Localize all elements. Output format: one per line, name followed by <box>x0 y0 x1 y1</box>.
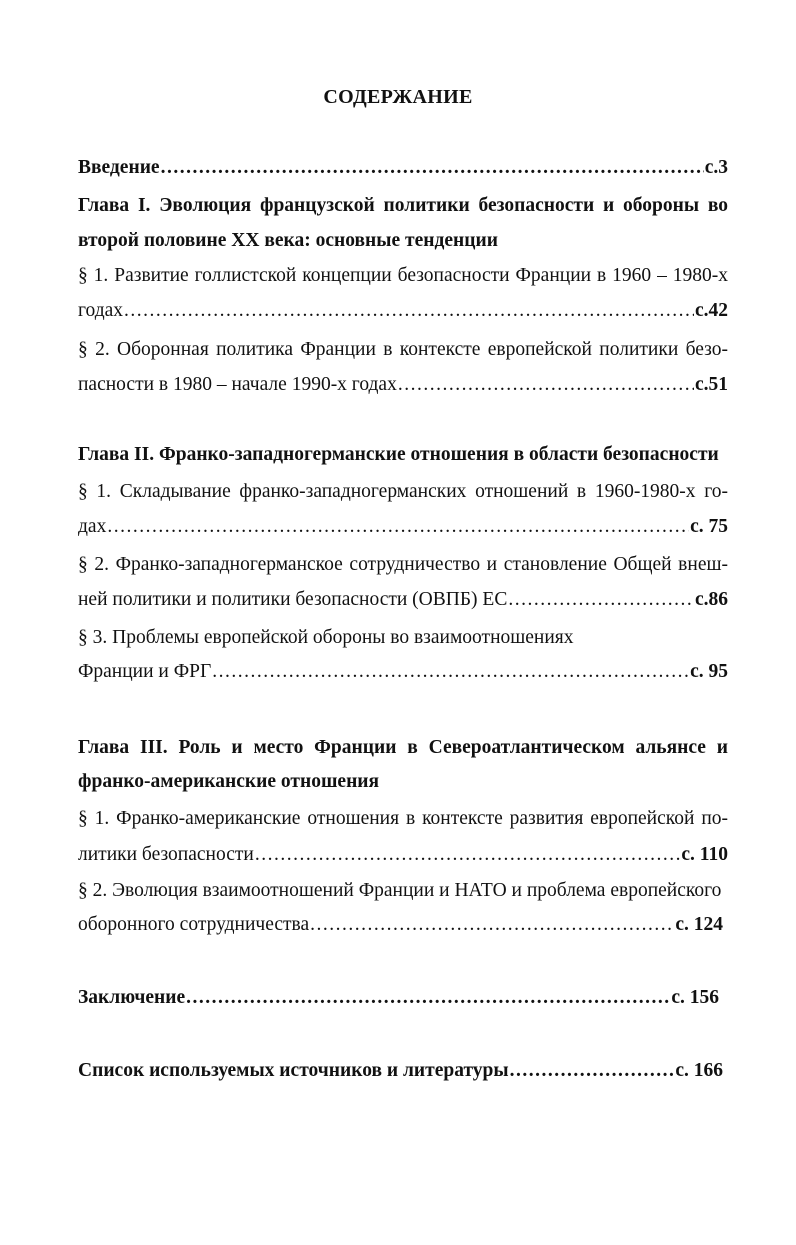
leader-dots <box>124 299 694 323</box>
ch2-section-1-line-1: § 1. Складывание франко-западногерманских отношений в 1960-1980-х го- <box>78 481 728 502</box>
leader-dots <box>161 156 704 180</box>
leader-dots <box>255 843 681 867</box>
conclusion-label: Заключение <box>78 987 186 1008</box>
ch1-section-2-entry <box>78 373 728 397</box>
ch2-section-2-line-1: § 2. Франко-западногерманское сотрудничество и становление Общей внеш- <box>78 554 728 575</box>
leader-dots <box>107 515 689 539</box>
ch2-section-3-entry <box>78 660 728 684</box>
ch2-section-3-page: с. 95 <box>690 661 728 682</box>
ch1-section-1-line-1: § 1. Развитие голлистской концепции безопасности Франции в 1960 – 1980-х <box>78 265 728 286</box>
intro-page: с.3 <box>704 157 728 178</box>
ch1-section-1-page: с.42 <box>694 300 728 321</box>
sources-label: Список используемых источников и литературы <box>78 1060 509 1081</box>
chapter-1-title-line-2: второй половине XX века: основные тенденции <box>78 230 498 251</box>
intro-label: Введение <box>78 157 160 178</box>
ch2-section-2-line-2: ней политики и политики безопасности (ОВПБ) ЕС <box>78 589 508 610</box>
ch1-section-2-page: с.51 <box>694 374 728 395</box>
ch1-section-1-entry <box>78 299 728 323</box>
leader-dots <box>398 373 694 397</box>
ch3-section-2-page: с. 124 <box>675 914 723 935</box>
leader-dots <box>510 1059 675 1083</box>
ch3-section-2-line-2: оборонного сотрудничества <box>78 914 310 935</box>
ch1-section-2-line-2: пасности в 1980 – начале 1990-х годах <box>78 374 397 395</box>
ch1-section-1-line-2: годах <box>78 300 124 321</box>
ch3-section-1-line-1: § 1. Франко-американские отношения в контексте развития европейской по- <box>78 808 728 829</box>
chapter-1-title-line-1: Глава I. Эволюция французской политики безопасности и обороны во <box>78 195 728 216</box>
ch2-section-1-line-2: дах <box>78 516 107 537</box>
ch2-section-1-page: с. 75 <box>690 516 728 537</box>
page-title: СОДЕРЖАНИЕ <box>323 86 473 108</box>
leader-dots <box>186 986 670 1010</box>
ch2-section-3-line-1: § 3. Проблемы европейской обороны во взаимоотношениях <box>78 627 574 648</box>
ch3-section-1-entry <box>78 843 728 867</box>
ch3-section-1-page: с. 110 <box>681 844 728 865</box>
chapter-3-title-line-1: Глава III. Роль и место Франции в Североатлантическом альянсе и <box>78 737 728 758</box>
chapter-3-title-line-2: франко-американские отношения <box>78 771 380 792</box>
ch2-section-2-page: с.86 <box>694 589 728 610</box>
ch2-section-1-entry <box>78 515 728 539</box>
toc-entry-sources <box>78 1059 723 1083</box>
toc-entry-intro <box>78 156 728 180</box>
ch2-section-2-entry <box>78 588 728 612</box>
chapter-2-title: Глава II. Франко-западногерманские отношения в области безопасности <box>78 444 719 465</box>
leader-dots <box>508 588 694 612</box>
ch3-section-2-entry <box>78 913 723 937</box>
sources-page: с. 166 <box>675 1060 723 1081</box>
ch1-section-2-line-1: § 2. Оборонная политика Франции в контексте европейской политики безо- <box>78 339 728 360</box>
leader-dots <box>310 913 674 937</box>
ch2-section-3-line-2: Франции и ФРГ <box>78 661 212 682</box>
ch3-section-1-line-2: литики безопасности <box>78 844 254 865</box>
leader-dots <box>212 660 689 684</box>
ch3-section-2-line-1: § 2. Эволюция взаимоотношений Франции и НАТО и проблема европейского <box>78 880 722 901</box>
toc-entry-conclusion <box>78 986 719 1010</box>
conclusion-page: с. 156 <box>671 987 719 1008</box>
